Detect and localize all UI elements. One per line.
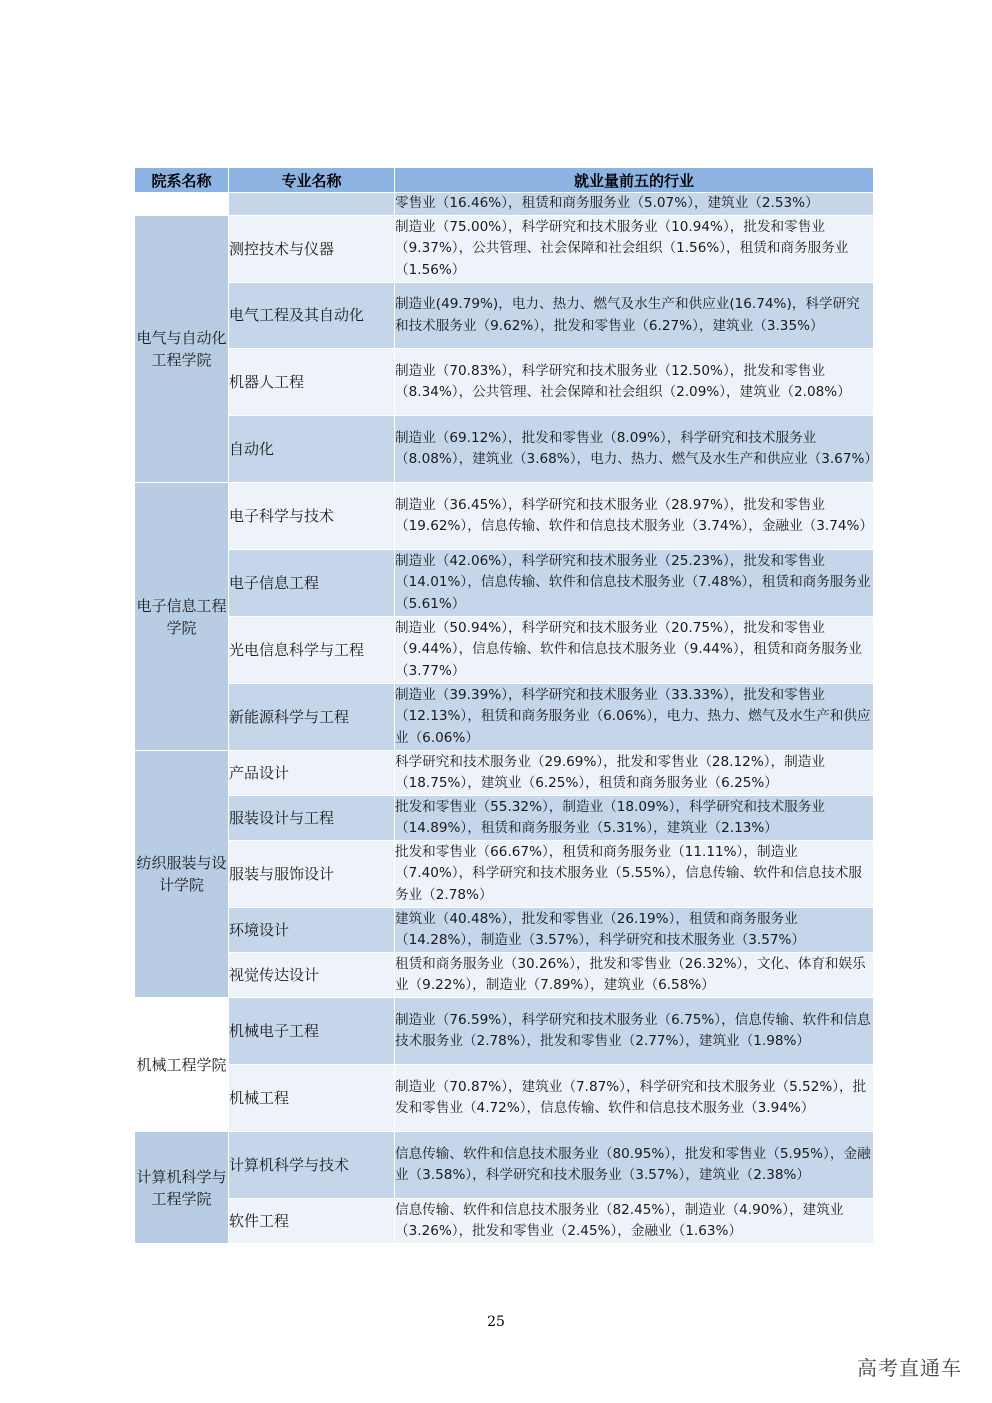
- industries-cell: 制造业（70.83%），科学研究和技术服务业（12.50%），批发和零售业（8.34%），公共管理、社会保障和社会组织（2.09%），建筑业（2.08%）: [395, 349, 874, 416]
- industries-cell: 建筑业（40.48%），批发和零售业（26.19%），租赁和商务服务业（14.28%），制造业（3.57%），科学研究和技术服务业（3.57%）: [395, 908, 874, 953]
- watermark-text: 高考直通车: [857, 1356, 962, 1380]
- table-row: [135, 841, 874, 908]
- industries-cell: 制造业（39.39%），科学研究和技术服务业（33.33%），批发和零售业（12.13%），租赁和商务服务业（6.06%），电力、热力、燃气及水生产和供应业（6.06%）: [395, 684, 874, 751]
- dept-cell-empty: [135, 193, 229, 216]
- table-row: [135, 751, 874, 796]
- major-cell: 电子科学与技术: [229, 483, 395, 550]
- industries-cell: 制造业（36.45%），科学研究和技术服务业（28.97%），批发和零售业（19.62%），信息传输、软件和信息技术服务业（3.74%），金融业（3.74%）: [395, 483, 874, 550]
- table-row: [135, 349, 874, 416]
- table-row: [135, 1199, 874, 1244]
- industries-cell: 批发和零售业（55.32%），制造业（18.09%），科学研究和技术服务业（14.89%），租赁和商务服务业（5.31%），建筑业（2.13%）: [395, 796, 874, 841]
- dept-cell: 电气与自动化工程学院: [135, 216, 229, 483]
- major-cell: 环境设计: [229, 908, 395, 953]
- industries-cell: 零售业（16.46%），租赁和商务服务业（5.07%），建筑业（2.53%）: [395, 193, 874, 216]
- major-cell: 测控技术与仪器: [229, 216, 395, 283]
- major-cell: 服装设计与工程: [229, 796, 395, 841]
- major-cell-empty: [229, 193, 395, 216]
- major-cell: 计算机科学与技术: [229, 1132, 395, 1199]
- major-cell: 电子信息工程: [229, 550, 395, 617]
- industries-cell: 科学研究和技术服务业（29.69%），批发和零售业（28.12%），制造业（18.75%），建筑业（6.25%），租赁和商务服务业（6.25%）: [395, 751, 874, 796]
- table-row: [135, 550, 874, 617]
- dept-cell: 电子信息工程学院: [135, 483, 229, 751]
- major-cell: 视觉传达设计: [229, 953, 395, 998]
- table-row: [135, 216, 874, 283]
- industries-cell: 制造业（76.59%），科学研究和技术服务业（6.75%），信息传输、软件和信息技术服务业（2.78%），批发和零售业（2.77%），建筑业（1.98%）: [395, 998, 874, 1065]
- major-cell: 机械工程: [229, 1065, 395, 1132]
- industries-cell: 制造业（50.94%），科学研究和技术服务业（20.75%），批发和零售业（9.44%），信息传输、软件和信息技术服务业（9.44%），租赁和商务服务业（3.77%）: [395, 617, 874, 684]
- industries-cell: 信息传输、软件和信息技术服务业（82.45%），制造业（4.90%），建筑业（3.26%），批发和零售业（2.45%），金融业（1.63%）: [395, 1199, 874, 1244]
- table-row: [135, 908, 874, 953]
- table-row: [135, 1065, 874, 1132]
- industries-cell: 租赁和商务服务业（30.26%），批发和零售业（26.32%），文化、体育和娱乐业（9.22%），制造业（7.89%），建筑业（6.58%）: [395, 953, 874, 998]
- employment-industry-table: [134, 167, 878, 1244]
- table-row: [135, 283, 874, 349]
- dept-cell: 纺织服装与设计学院: [135, 751, 229, 998]
- table-row: [135, 1132, 874, 1199]
- major-cell: 光电信息科学与工程: [229, 617, 395, 684]
- header-industries: 就业量前五的行业: [395, 168, 874, 193]
- table-row: [135, 617, 874, 684]
- industries-cell: 批发和零售业（66.67%），租赁和商务服务业（11.11%），制造业（7.40%），科学研究和技术服务业（5.55%），信息传输、软件和信息技术服务业（2.78%）: [395, 841, 874, 908]
- table-row: [135, 796, 874, 841]
- dept-cell: 机械工程学院: [135, 998, 229, 1132]
- major-cell: 新能源科学与工程: [229, 684, 395, 751]
- major-cell: 电气工程及其自动化: [229, 283, 395, 349]
- table-row: [135, 998, 874, 1065]
- industries-cell: 制造业（42.06%），科学研究和技术服务业（25.23%），批发和零售业（14.01%），信息传输、软件和信息技术服务业（7.48%），租赁和商务服务业（5.61%）: [395, 550, 874, 617]
- industries-cell: 制造业（69.12%），批发和零售业（8.09%），科学研究和技术服务业（8.08%），建筑业（3.68%），电力、热力、燃气及水生产和供应业（3.67%）: [395, 416, 874, 483]
- industries-cell: 制造业（70.87%），建筑业（7.87%），科学研究和技术服务业（5.52%），批发和零售业（4.72%），信息传输、软件和信息技术服务业（3.94%）: [395, 1065, 874, 1132]
- table-row: [135, 684, 874, 751]
- major-cell: 机械电子工程: [229, 998, 395, 1065]
- dept-cell: 计算机科学与工程学院: [135, 1132, 229, 1244]
- major-cell: 服装与服饰设计: [229, 841, 395, 908]
- major-cell: 产品设计: [229, 751, 395, 796]
- header-major: 专业名称: [229, 168, 395, 193]
- industries-cell: 制造业(49.79%)，电力、热力、燃气及水生产和供应业(16.74%)，科学研究和技术服务业（9.62%），批发和零售业（6.27%），建筑业（3.35%）: [395, 283, 874, 349]
- industries-cell: 制造业（75.00%），科学研究和技术服务业（10.94%），批发和零售业（9.37%），公共管理、社会保障和社会组织（1.56%），租赁和商务服务业（1.56%）: [395, 216, 874, 283]
- page-number: 25: [487, 1314, 505, 1330]
- major-cell: 自动化: [229, 416, 395, 483]
- header-dept: 院系名称: [135, 168, 229, 193]
- table-row: [135, 953, 874, 998]
- table-row: [135, 483, 874, 550]
- major-cell: 软件工程: [229, 1199, 395, 1244]
- table-row: [135, 416, 874, 483]
- table-row: [135, 193, 874, 216]
- industries-cell: 信息传输、软件和信息技术服务业（80.95%），批发和零售业（5.95%），金融业（3.58%），科学研究和技术服务业（3.57%），建筑业（2.38%）: [395, 1132, 874, 1199]
- major-cell: 机器人工程: [229, 349, 395, 416]
- table-header-row: [135, 168, 874, 193]
